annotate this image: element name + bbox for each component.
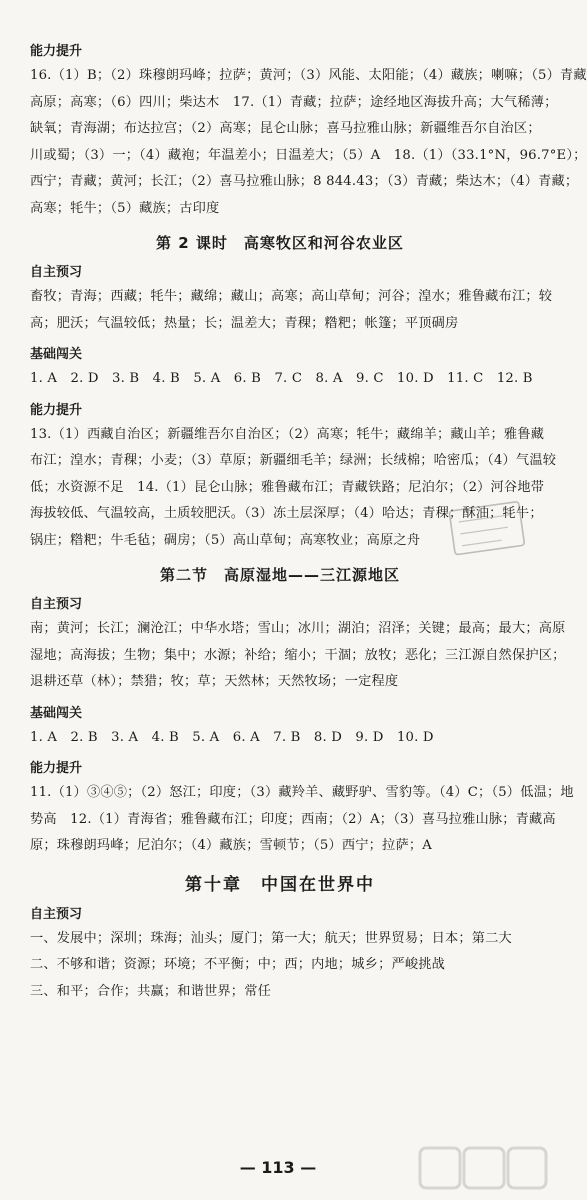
answer-paragraph — [30, 284, 553, 337]
answer-line: 三、和平；合作；共赢；和谐世界；常任 — [30, 983, 271, 999]
answer-line: 布江；湟水；青稞；小麦；（3）草原；新疆细毛羊；绿洲；长绒棉；哈密瓜；（4）气温较 — [30, 453, 557, 468]
answer-line: 川或蜀；（3）一；（4）藏袍；年温差小；日温差大；（5）A 18.（1）（33.1°N，96.7°E）； — [30, 147, 587, 163]
section-label: 能力提升 — [30, 761, 83, 776]
answer-line: 海拔较低、气温较高，土质较肥沃。（3）冻土层深厚；（4）哈达；青稞；酥油；牦牛； — [30, 506, 543, 521]
answer-line: 高原；高寒；（6）四川；柴达木 17.（1）青藏；拉萨；途经地区海拔升高；大气稀薄； — [30, 94, 558, 110]
section-label: 能力提升 — [30, 402, 83, 418]
answer-line: 1. A 2. D 3. B 4. B 5. A 6. B 7. C 8. A 9. C 10. D 11. C 12. B — [30, 371, 533, 386]
answer-line: 湿地；高海拔；生物；集中；水源；补给；缩小；干涸；放牧；恶化；三江源自然保护区； — [30, 647, 566, 663]
section-label: 自主预习 — [30, 597, 83, 612]
answer-paragraph — [30, 616, 566, 696]
answer-line: 退耕还草（林）；禁猎；牧；草；天然林；天然牧场；一定程度 — [30, 674, 399, 689]
answer-line: 南；黄河；长江；澜沧江；中华水塔；雪山；冰川；湖泊；沼泽；关键；最高；最大；高原 — [30, 621, 566, 636]
section-label: 能力提升 — [30, 44, 83, 59]
answer-paragraph — [30, 63, 587, 222]
section-label: 自主预习 — [30, 906, 83, 922]
stamp-mark — [444, 495, 531, 564]
chapter-title: 第十章 中国在世界中 — [185, 874, 375, 895]
answer-line: 一、发展中；深圳；珠海；汕头；厦门；第一大；航天；世界贸易；日本；第二大 — [30, 930, 512, 946]
answer-line: 13.（1）西藏自治区；新疆维吾尔自治区；（2）高寒；牦牛；藏绵羊；藏山羊；雅鲁藏 — [30, 426, 545, 442]
section-label: 自主预习 — [30, 265, 83, 280]
answer-line: 西宁；青藏；黄河；长江；（2）喜马拉雅山脉；8 844.43；（3）青藏；柴达木；（4）青藏； — [30, 174, 579, 189]
answer-line: 高寒；牦牛；（5）藏族；古印度 — [30, 200, 220, 216]
answer-line: 原；珠穆朗玛峰；尼泊尔；（4）藏族；雪顿节；（5）西宁；拉萨；A — [30, 838, 432, 853]
lesson-title: 第二节 高原湿地——三江源地区 — [159, 566, 400, 584]
answer-line: 畜牧；青海；西藏；牦牛；藏绵；藏山；高寒；高山草甸；河谷；湟水；雅鲁藏布江；较 — [30, 289, 553, 304]
section-label: 基础闯关 — [30, 347, 83, 362]
answer-line: 1. A 2. B 3. A 4. B 5. A 6. A 7. B 8. D 9. D 10. D — [30, 729, 434, 745]
watermark-logo — [418, 1144, 548, 1192]
section-label: 基础闯关 — [30, 705, 83, 721]
answer-line: 缺氧；青海湖；布达拉宫；（2）高寒；昆仑山脉；喜马拉雅山脉；新疆维吾尔自治区； — [30, 121, 541, 136]
answer-paragraph — [30, 366, 533, 393]
lesson-title: 第 2 课时 高寒牧区和河谷农业区 — [156, 234, 404, 252]
answer-paragraph — [30, 725, 530, 752]
answer-line: 高；肥沃；气温较低；热量；长；温差大；青稞；糌粑；帐篷；平顶碉房 — [30, 315, 459, 331]
answer-line: 锅庄；糌粑；牛毛毡；碉房；（5）高山草甸；高寒牧业；高原之舟 — [30, 532, 421, 548]
page-number: — 113 — — [239, 1158, 317, 1177]
answer-paragraph — [30, 780, 574, 860]
answer-line: 低；水资源不足 14.（1）昆仑山脉；雅鲁藏布江；青藏铁路；尼泊尔；（2）河谷地带 — [30, 479, 545, 495]
answer-line: 11.（1）③④⑤；（2）怒江；印度；（3）藏羚羊、藏野驴、雪豹等。（4）C；（5）低温；地 — [30, 785, 574, 800]
answer-paragraph — [30, 926, 530, 1006]
answer-line: 二、不够和谐；资源；环境；不平衡；中；西；内地；城乡；严峻挑战 — [30, 957, 446, 972]
answer-line: 势高 12.（1）青海省；雅鲁藏布江；印度；西南；（2）A；（3）喜马拉雅山脉；青藏高 — [30, 811, 556, 827]
answer-line: 16.（1）B；（2）珠穆朗玛峰；拉萨；黄河；（3）风能、太阳能；（4）藏族；喇嘛；（5）青藏 — [30, 68, 587, 83]
